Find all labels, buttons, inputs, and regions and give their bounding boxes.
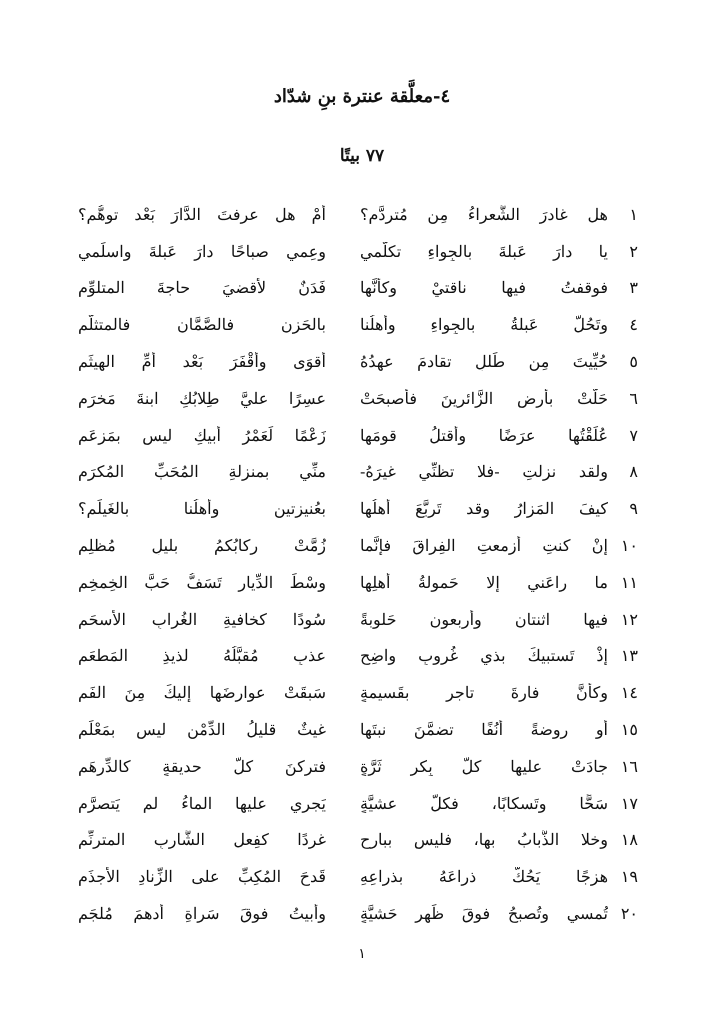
verse-first-hemistich: تُمسي وتُصبحُ فوقَ ظَهرِ حَشيَّةٍ [360, 904, 608, 924]
verse-row [78, 895, 638, 932]
verse-second-hemistich: يَجري عليها الماءُ لم يَتصرَّمِ [78, 793, 326, 813]
verse-first-hemistich: ما راعَني إلا حَمولةُ أهلِها [360, 572, 608, 592]
verse-first-hemistich: ولقد نزلتِ -فلا تظنِّي غيرَهُ- [360, 462, 608, 482]
verse-number: ٨ [629, 462, 638, 482]
verse-first-hemistich: يا دارَ عَبلةَ بالجِواءِ تكلَّمي [360, 241, 608, 261]
page-number: ١ [358, 946, 366, 962]
verse-row [78, 564, 638, 601]
verse-row [78, 858, 638, 895]
verse-row [78, 822, 638, 859]
verse-number: ١٩ [620, 867, 638, 887]
verse-first-hemistich: هل غادرَ الشُّعراءُ مِن مُتردَّمِ؟ [360, 204, 608, 224]
verse-first-hemistich: إنْ كنتِ أزمعتِ الفِراقَ فإنَّما [360, 536, 608, 556]
verse-first-hemistich: عُلِّقْتُها عرَضًا وأَقتلُ قومَها [360, 425, 608, 445]
verse-second-hemistich: زَعْمًا لَعَمْرُ أبيكِ ليس بمَزعَمِ [78, 425, 326, 445]
verse-second-hemistich: وسْطَ الدِّيارِ تَسَفُّ حَبَّ الخِمخِمِ [78, 572, 326, 592]
verse-second-hemistich: غيثٌ قليلُ الدِّمْنِ ليس بمَعْلَمِ [78, 720, 326, 740]
verse-first-hemistich: فوقفتُ فيها ناقتيْ وكأنَّها [360, 278, 608, 298]
verse-count: ٧٧ بيتًا [339, 146, 385, 166]
verse-number: ٦ [629, 388, 638, 408]
verse-number: ٢ [629, 241, 638, 261]
verse-number: ٣ [629, 278, 638, 298]
verse-number: ١٨ [620, 830, 638, 850]
verse-number: ٤ [629, 315, 638, 335]
verse-row [78, 601, 638, 638]
verse-first-hemistich: إذْ تَستبيكَ بذي غُروبٍ واضِحٍ [360, 646, 608, 666]
poem-title: ٤-معلَّقة عنترة بنِ شدّاد [273, 86, 451, 107]
verse-number: ١٣ [620, 646, 638, 666]
verse-second-hemistich: منِّي بمنزلةِ المُحَبِّ المُكرَمِ [78, 462, 326, 482]
verse-number: ١ [629, 204, 638, 224]
verse-row [78, 527, 638, 564]
verse-number: ١٤ [620, 683, 638, 703]
verse-second-hemistich: عذبٍ مُقبَّلُهُ لذيذِ المَطعَمِ [78, 646, 326, 666]
verse-row [78, 490, 638, 527]
verse-second-hemistich: أمْ هل عرفتَ الدَّارَ بَعْد توهُّمِ؟ [78, 204, 326, 224]
verse-row [78, 417, 638, 454]
verse-row [78, 196, 638, 233]
verse-first-hemistich: وتَحُلُّ عَبلةُ بالجِواءِ وأهلُنا [360, 315, 608, 335]
verse-first-hemistich: فيها اثنتانِ وأربعون حَلوبةً [360, 609, 608, 629]
verse-first-hemistich: كيفَ المَزارُ وقد تَربَّعَ أهلُها [360, 499, 608, 519]
verse-second-hemistich: فَدَنٌ لأَقضيَ حاجةَ المتلوِّمِ [78, 278, 326, 298]
verse-row [78, 270, 638, 307]
verse-second-hemistich: بعُنيزتينِ وأهلُنا بالغَيلَمِ؟ [78, 499, 326, 519]
verse-row [78, 380, 638, 417]
verse-first-hemistich: وخلا الذُّبابُ بها، فليس ببارحٍ [360, 830, 608, 850]
verse-second-hemistich: عسِرًا عليَّ طِلابُكِ ابنةَ مَخرَمِ [78, 388, 326, 408]
verse-number: ٧ [629, 425, 638, 445]
verse-first-hemistich: حَلَّتْ بأرضِ الزَّائرينَ فأصبحَتْ [360, 388, 608, 408]
verse-second-hemistich: فتركنَ كلَّ حديقةٍ كالدِّرهَمِ [78, 756, 326, 776]
verse-first-hemistich: جادَتْ عليها كلُّ بِكرٍ ثَرَّةٍ [360, 756, 608, 776]
verse-second-hemistich: بالحَزنِ فالصَّمَّانِ فالمتثلَّمِ [78, 315, 326, 335]
verse-second-hemistich: غرِدًا كفِعلِ الشَّاربِ المترنِّمِ [78, 830, 326, 850]
verse-second-hemistich: زُمَّتْ رِكابُكمُ بليلٍ مُظلِمِ [78, 536, 326, 556]
verse-row [78, 785, 638, 822]
verse-first-hemistich: حُيِّيتَ مِن طَللٍ تقادمَ عهدُهُ [360, 352, 608, 372]
verse-row [78, 638, 638, 675]
verse-number: ١١ [620, 572, 638, 592]
verse-number: ١٥ [620, 720, 638, 740]
verse-number: ٥ [629, 352, 638, 372]
poem-body [78, 196, 638, 932]
verse-first-hemistich: أو روضةً أُنُفًا تضمَّنَ نبتَها [360, 720, 608, 740]
verse-row [78, 748, 638, 785]
verse-row [78, 306, 638, 343]
verse-row [78, 233, 638, 270]
verse-second-hemistich: وعِمي صباحًا دارَ عَبلةَ واسلَمي [78, 241, 326, 261]
verse-number: ١٧ [620, 793, 638, 813]
verse-row [78, 454, 638, 491]
verse-second-hemistich: سُودًا كخافيةِ الغُرابِ الأسحَمِ [78, 609, 326, 629]
verse-first-hemistich: وكأنَّ فارةَ تاجرٍ بقَسيمةٍ [360, 683, 608, 703]
verse-row [78, 674, 638, 711]
verse-number: ٢٠ [620, 904, 638, 924]
verse-row [78, 711, 638, 748]
verse-second-hemistich: أقوَى وأقْفَرَ بَعْد أُمِّ الهيثَمِ [78, 352, 326, 372]
verse-second-hemistich: وأَبيتُ فوقَ سَراةِ أدهمَ مُلجَمِ [78, 904, 326, 924]
verse-first-hemistich: سَحًّا وتَسكابًا، فكلَّ عشيَّةٍ [360, 793, 608, 813]
verse-row [78, 343, 638, 380]
verse-number: ١٢ [620, 609, 638, 629]
verse-number: ١٠ [620, 536, 638, 556]
verse-second-hemistich: قَدحَ المُكِبِّ على الزِّنادِ الأجذَمِ [78, 867, 326, 887]
verse-first-hemistich: هزِجًا يَحُكُّ ذراعَهُ بذراعِهِ [360, 867, 608, 887]
verse-number: ١٦ [620, 756, 638, 776]
verse-number: ٩ [629, 499, 638, 519]
verse-second-hemistich: سَبقَتْ عوارضَها إليكَ مِنَ الفَمِ [78, 683, 326, 703]
